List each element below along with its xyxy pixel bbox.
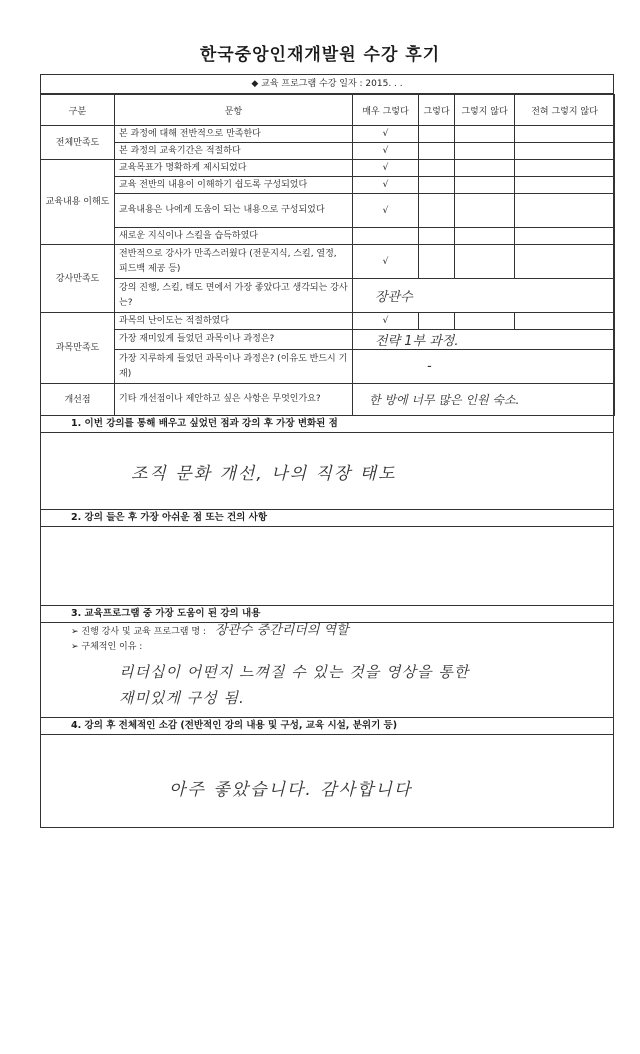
question: 본 과정의 교육기간은 적절하다: [115, 143, 353, 160]
instructor-program-answer: 장관수 중간리더의 역할: [214, 623, 349, 638]
handwritten-answer: -: [353, 350, 615, 384]
check-mark: √: [353, 126, 419, 143]
question: 교육 전반의 내용이 이해하기 쉽도록 구성되었다: [115, 177, 353, 194]
check-mark: √: [353, 194, 419, 228]
col-disagree: 그렇지 않다: [455, 95, 515, 126]
table-row: [41, 194, 615, 228]
category-content: 교육내용 이해도: [41, 160, 115, 245]
question: 가장 지루하게 들었던 과목이나 과정은? (이유도 반드시 기재): [115, 350, 353, 384]
check-mark: √: [353, 313, 419, 330]
question: 교육내용은 나에게 도움이 되는 내용으로 구성되었다: [115, 194, 353, 228]
handwritten-answer: 한 방에 너무 많은 인원 숙소.: [353, 384, 615, 416]
table-row: [41, 350, 615, 384]
instructor-program-label: ➢ 진행 강사 및 교육 프로그램 명 :: [71, 627, 206, 637]
question: 전반적으로 강사가 만족스러웠다 (전문지식, 스킬, 열정, 피드백 제공 등): [115, 245, 353, 279]
question: 본 과정에 대해 전반적으로 만족한다: [115, 126, 353, 143]
col-strongly-disagree: 전혀 그렇지 않다: [515, 95, 615, 126]
section-1-heading: 1. 이번 강의를 통해 배우고 싶었던 점과 강의 후 가장 변화된 점: [41, 416, 613, 433]
section-4-body: [41, 735, 613, 835]
handwritten-answer: 전략 1부 과정.: [353, 330, 615, 350]
category-instructor: 강사만족도: [41, 245, 115, 313]
section-4-answer: 아주 좋았습니다. 감사합니다: [169, 780, 413, 800]
table-row: [41, 160, 615, 177]
section-3-body: [41, 623, 613, 718]
page-title: 한국중앙인재개발원 수강 후기: [199, 45, 441, 65]
table-header-row: [41, 95, 615, 126]
check-mark: √: [353, 143, 419, 160]
check-mark: √: [353, 245, 419, 279]
section-1-body: [41, 433, 613, 510]
section-2-body: [41, 527, 613, 606]
check-mark: √: [353, 160, 419, 177]
handwritten-answer: 장관수: [353, 279, 615, 313]
reason-label: ➢ 구체적인 이유 :: [71, 642, 143, 652]
table-row: [41, 228, 615, 245]
section-1-answer: 조직 문화 개선, 나의 직장 태도: [131, 464, 397, 484]
col-question: 문항: [115, 95, 353, 126]
table-row: [41, 330, 615, 350]
survey-form: [40, 74, 614, 828]
section-3-heading: 3. 교육프로그램 중 가장 도움이 된 강의 내용: [41, 606, 613, 623]
instructor-program-line: [41, 623, 613, 639]
course-date-line: ◆ 교육 프로그램 수강 일자 : 2015. . .: [41, 75, 613, 94]
reason-answer-line2: 재미있게 구성 됨.: [119, 689, 245, 707]
table-row: [41, 313, 615, 330]
col-category: 구분: [41, 95, 115, 126]
category-subject: 과목만족도: [41, 313, 115, 384]
reason-line: [41, 639, 613, 655]
table-row: [41, 279, 615, 313]
table-row: [41, 177, 615, 194]
col-strongly-agree: 매우 그렇다: [353, 95, 419, 126]
check-mark: [353, 228, 419, 245]
question: 과목의 난이도는 적절하였다: [115, 313, 353, 330]
question: 강의 진행, 스킬, 태도 면에서 가장 좋았다고 생각되는 강사는?: [115, 279, 353, 313]
survey-table: [40, 94, 615, 416]
check-mark: √: [353, 177, 419, 194]
reason-answer-line1: 리더십이 어떤지 느껴질 수 있는 것을 영상을 통한: [119, 663, 470, 681]
question: 가장 재미있게 들었던 과목이나 과정은?: [115, 330, 353, 350]
table-row: [41, 384, 615, 416]
section-2-heading: 2. 강의 들은 후 가장 아쉬운 점 또는 건의 사항: [41, 510, 613, 527]
category-improve: 개선점: [41, 384, 115, 416]
table-row: [41, 126, 615, 143]
table-row: [41, 143, 615, 160]
section-4-heading: 4. 강의 후 전체적인 소감 (전반적인 강의 내용 및 구성, 교육 시설, 분위기 등): [41, 718, 613, 735]
table-row: [41, 245, 615, 279]
col-agree: 그렇다: [419, 95, 455, 126]
category-overall: 전체만족도: [41, 126, 115, 160]
question: 새로운 지식이나 스킬을 습득하였다: [115, 228, 353, 245]
question: 교육목표가 명확하게 제시되었다: [115, 160, 353, 177]
question: 기타 개선점이나 제안하고 싶은 사항은 무엇인가요?: [115, 384, 353, 416]
